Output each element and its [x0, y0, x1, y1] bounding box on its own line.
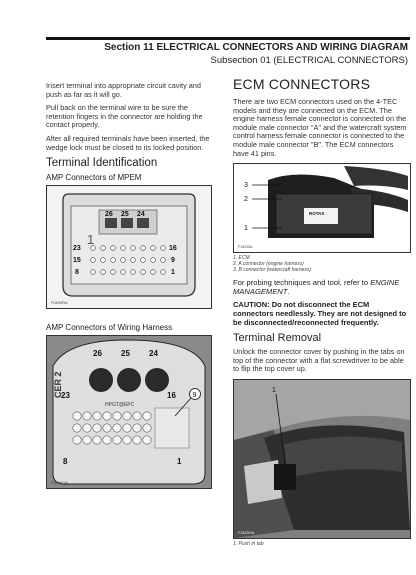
paragraph: There are two ECM connectors used on the 4-TEC models and they are connected on the ECM. The engine harness female connector is connected on the module male connector "A" and the watercraft system control harness female connector is connected to the module male connector "B". The ECM connectors have 41 pins.: [233, 97, 407, 158]
connector-marking: 1: [87, 232, 95, 248]
figure-code: F04H6RA: [51, 301, 68, 306]
pin-label: 16: [167, 391, 176, 401]
ecm-drawing: [234, 164, 410, 252]
caution-paragraph: [233, 301, 410, 327]
pin-label: 23: [73, 245, 81, 253]
pin-label: 16: [169, 245, 177, 253]
legend-item: 3. B connector (watercraft harness): [233, 267, 312, 274]
paragraph: Pull back on the terminal wire to be sure the retention fingers in the connector are holding the contact properly.: [46, 103, 203, 130]
connector-side-marking: CER 2: [53, 371, 63, 399]
legend-item: 1. ECM: [233, 255, 250, 262]
pin-label: 8: [75, 269, 79, 277]
figure-code: F18Z0HA: [238, 530, 255, 535]
pin-label: 25: [121, 349, 130, 359]
callout-number: 9: [192, 392, 197, 400]
pin-label: 26: [93, 349, 102, 359]
callout-number: 3: [244, 182, 248, 190]
terminal-removal-figure: [233, 379, 411, 539]
pin-label: 1: [177, 457, 182, 467]
header-rule: [46, 37, 410, 40]
heading-ecm-connectors: ECM CONNECTORS: [233, 76, 371, 92]
cross-reference-link[interactable]: ENGINE MANAGEMENT: [233, 278, 400, 296]
brand-label: ROTAX: [309, 211, 325, 217]
pin-label: 25: [121, 211, 129, 219]
subsection-title: Subsection 01 (ELECTRICAL CONNECTORS): [210, 55, 408, 66]
pin-label: 8: [63, 457, 68, 467]
harness-connector-figure: [46, 335, 212, 489]
pin-label: 24: [137, 211, 145, 219]
section-title: Section 11 ELECTRICAL CONNECTORS AND WIRING DIAGRAM: [104, 42, 408, 53]
caution-text: Do not disconnect the ECM connectors needlessly. They are not designed to be disconnected/reconnected frequently.: [233, 300, 407, 327]
text-run: For probing techniques and tool, refer to: [233, 278, 371, 288]
connector-strip-text: HPGT@EPC: [105, 402, 135, 409]
terminal-removal-photo: [234, 380, 410, 538]
caution-label: CAUTION:: [233, 300, 270, 310]
mpem-connector-drawing: [47, 186, 211, 308]
callout-number: 1: [272, 386, 276, 394]
pin-label: 15: [73, 257, 81, 265]
legend-item: 2. A connector (engine harness): [233, 261, 304, 268]
harness-connector-drawing: [47, 336, 211, 488]
paragraph: Insert terminal into appropriate circuit cavity and push as far as it will go.: [46, 81, 201, 99]
text-run: .: [287, 286, 290, 296]
callout-number: 1: [244, 225, 248, 233]
mpem-connector-figure: [46, 185, 212, 309]
heading-terminal-removal: Terminal Removal: [233, 332, 322, 345]
figure-legend: [233, 255, 410, 273]
pin-label: 23: [61, 391, 70, 401]
figure-code: F06H6QA: [51, 481, 68, 486]
ecm-figure: [233, 163, 411, 253]
right-column: [233, 76, 410, 553]
left-column: [46, 82, 212, 489]
paragraph: [233, 279, 410, 296]
heading-terminal-identification: Terminal Identification: [46, 157, 158, 170]
figure-code: F18Z0IA: [238, 245, 253, 250]
pin-label: 9: [171, 257, 175, 265]
pin-label: 24: [149, 349, 158, 359]
figure-caption: AMP Connectors of MPEM: [46, 173, 142, 183]
pin-label: 1: [171, 269, 175, 277]
paragraph: After all required terminals have been inserted, the wedge lock must be closed to its locked position.: [46, 133, 210, 152]
callout-number: 2: [244, 196, 248, 204]
figure-legend: [233, 541, 410, 547]
paragraph: Unlock the connector cover by pushing in the tabs on top of the connector with a flat screwdriver to be able to flip the top cover up.: [233, 347, 405, 374]
legend-item: 1. Push in tab: [233, 540, 264, 547]
pin-label: 26: [105, 211, 113, 219]
figure-caption: AMP Connectors of Wiring Harness: [46, 323, 173, 333]
